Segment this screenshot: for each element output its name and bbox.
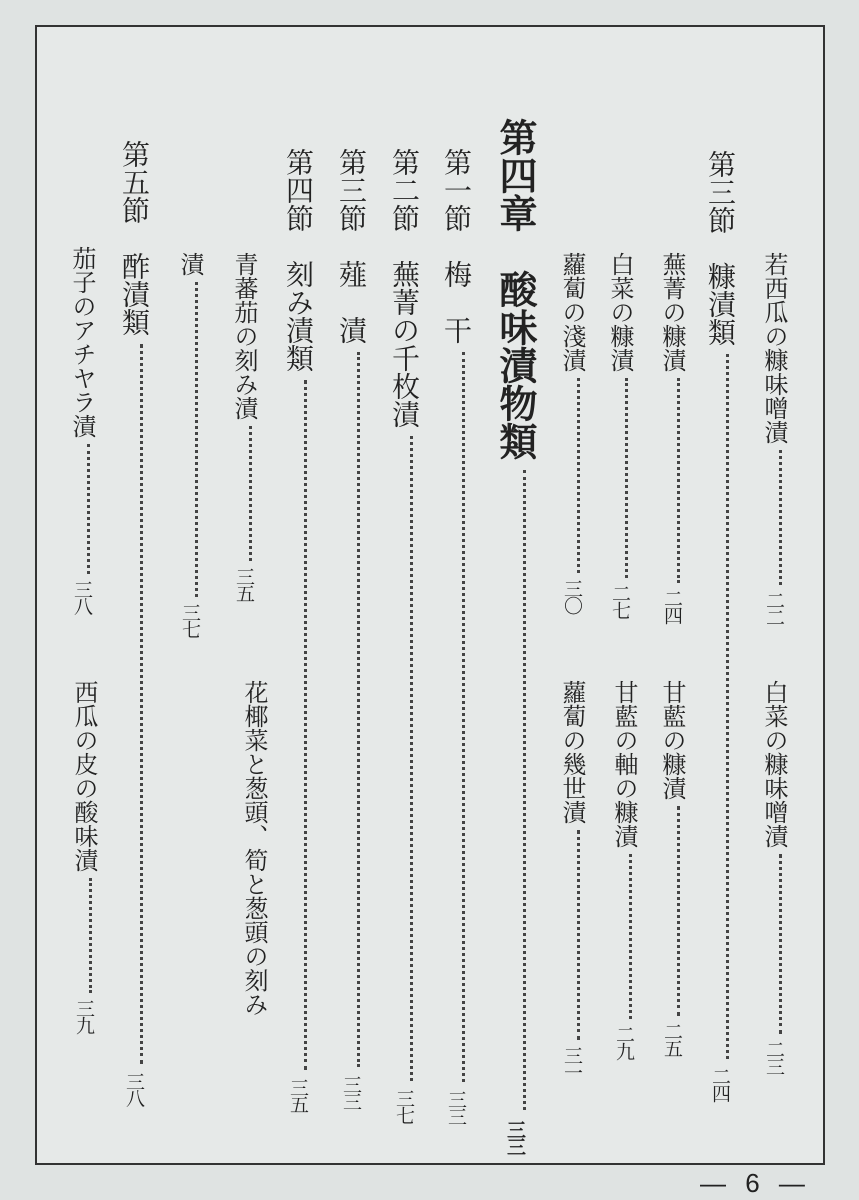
toc-entry-budou-ikuyo: 蘿蔔の幾世漬三一 (558, 680, 586, 1080)
toc-entry-budou-asa: 蘿蔔の淺漬三〇 (558, 252, 586, 613)
toc-entry-kanran-nuka: 甘藍の糠漬二五 (658, 680, 686, 1056)
page-ref: 二四 (709, 1067, 731, 1101)
toc-entry-tsuke: 漬三七 (176, 252, 204, 637)
page-ref: 三三 (504, 1120, 526, 1154)
toc-entry-tomato: 青蕃茄の刻み漬三五 (230, 252, 258, 601)
toc-entry-kabu-nuka: 蕪菁の糠漬二四 (658, 252, 686, 623)
toc-entry-hakusai-misozuke: 白菜の糠味噌漬二三 (760, 680, 788, 1074)
toc-section-5: 第五節 酢漬類三八 (118, 140, 151, 1106)
toc-section-3-nuka (704, 150, 737, 1101)
toc-section-3: 第三節 薤 漬三三 (335, 148, 368, 1109)
toc-section-1: 第一節 梅 干三三 (440, 148, 473, 1124)
toc-title: 第三節 糠漬類 (704, 150, 737, 346)
page-number: ― 6 ― (700, 1168, 811, 1198)
chapter-title: 第四章 酸味漬物類 (493, 118, 538, 460)
toc-entry-nasu: 茄子のアチヤラ漬三八 (68, 246, 96, 614)
dot-leader (523, 470, 526, 1110)
toc-chapter-4 (493, 118, 538, 1154)
toc-section-2: 第二節 蕪菁の千枚漬三七 (388, 148, 421, 1123)
toc-entry-hakusai-nuka: 白菜の糠漬二七 (606, 252, 634, 618)
toc-entry-wakasuika: 若西瓜の糠味噌漬二二 (760, 252, 788, 625)
dot-leader (726, 354, 729, 1059)
toc-entry-kanran-jiku: 甘藍の軸の糠漬二九 (610, 680, 638, 1059)
toc-section-4: 第四節 刻み漬類三五 (282, 148, 315, 1112)
toc-entry-kariflower: 花椰菜と葱頭、筍と葱頭の刻み (240, 680, 268, 1016)
toc-entry-suikahi: 西瓜の皮の酸味漬三九 (70, 680, 98, 1033)
